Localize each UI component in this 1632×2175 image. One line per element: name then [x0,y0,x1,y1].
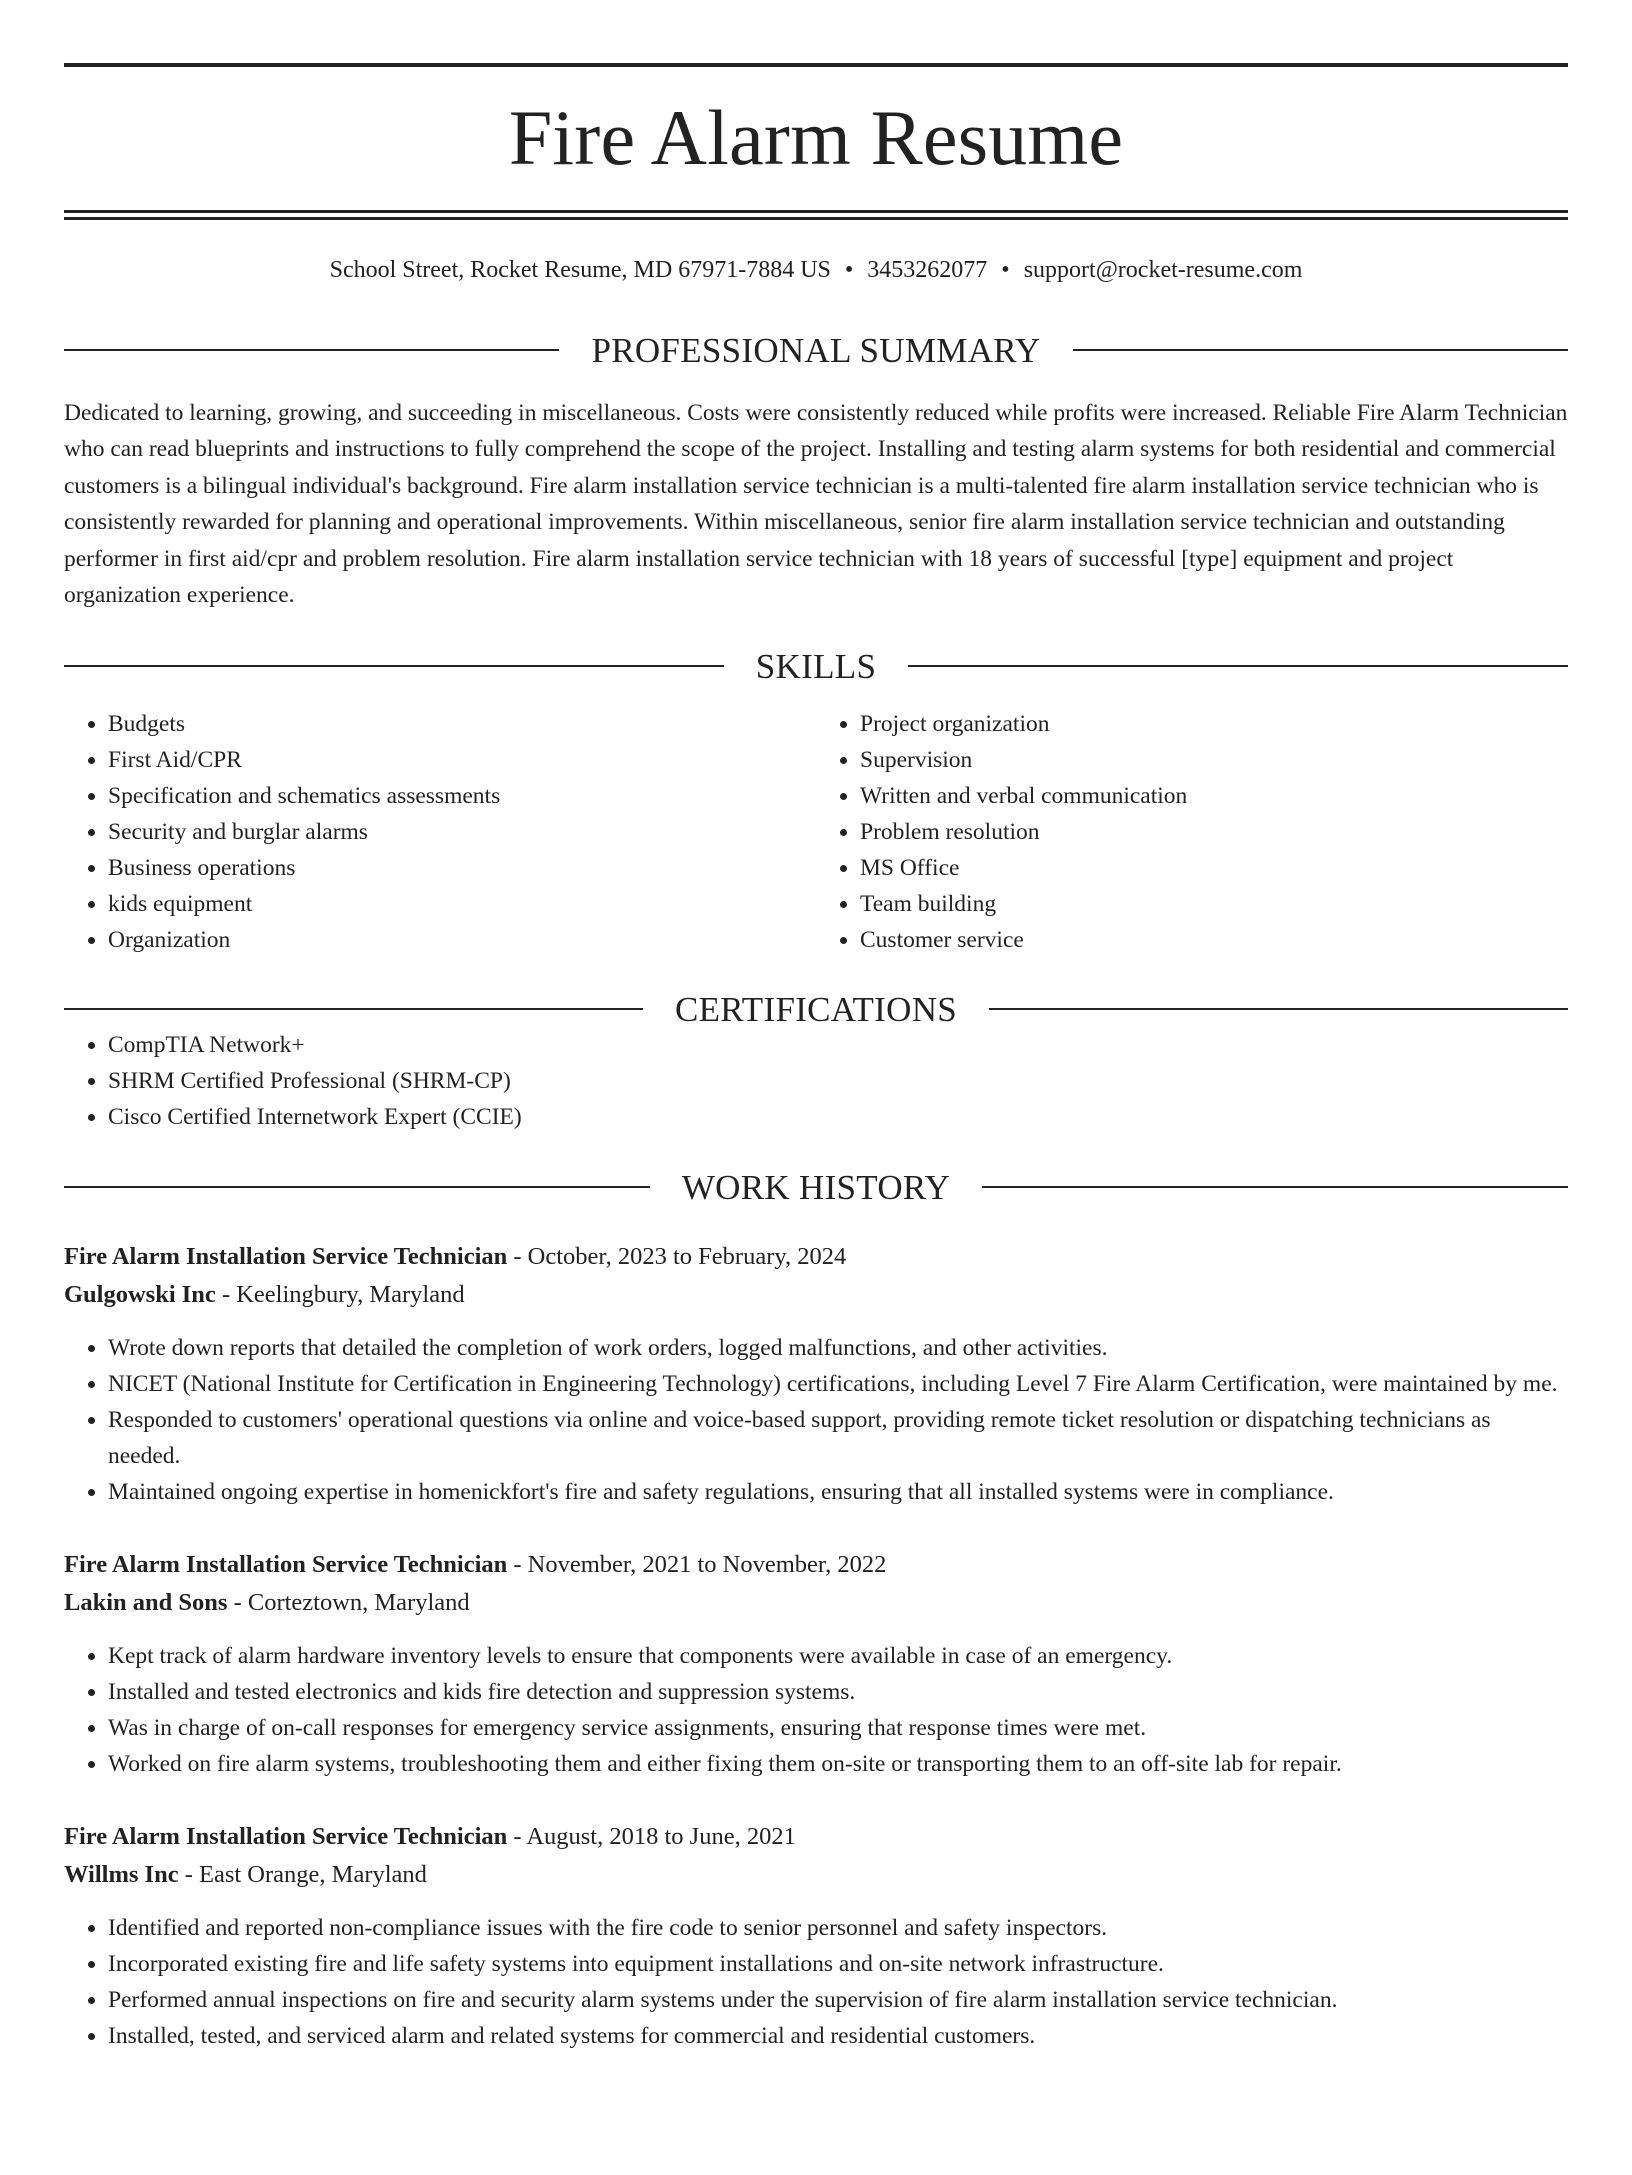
certification-item: • Cisco Certified Internetwork Expert (CCIE) [108,1099,1568,1135]
job-bullet: • Identified and reported non-compliance issues with the fire code to senior personnel and safety inspectors. [108,1910,1568,1946]
certifications-list [64,1027,1568,1135]
skill-item: • Problem resolution [860,814,1568,850]
job-bullet: • Was in charge of on-call responses for emergency service assignments, ensuring that response times were met. [108,1710,1568,1746]
section-rule-left [64,349,559,351]
summary-heading: PROFESSIONAL SUMMARY [591,330,1041,370]
work-section-header [64,1167,1568,1207]
skills-section-header [64,646,1568,686]
job-location: - Keelingbury, Maryland [215,1280,465,1308]
skill-item: • Budgets [108,706,816,742]
job-entry [64,1546,1568,1782]
section-rule-right [908,665,1568,667]
resume-title: Fire Alarm Resume [508,94,1124,181]
skills-heading: SKILLS [755,646,877,686]
skill-item: • MS Office [860,850,1568,886]
skills-list-left [64,706,816,958]
job-title: Fire Alarm Installation Service Technician [64,1822,508,1850]
skill-item: • Written and verbal communication [860,778,1568,814]
job-title-line [64,1238,1568,1276]
job-title-line [64,1818,1568,1856]
job-entry [64,1818,1568,2054]
job-company-line [64,1276,1568,1314]
job-bullet: • Installed, tested, and serviced alarm and related systems for commercial and residential customers. [108,2018,1568,2054]
job-company-line [64,1584,1568,1622]
certification-item: • SHRM Certified Professional (SHRM-CP) [108,1063,1568,1099]
top-divider [64,63,1568,67]
job-title: Fire Alarm Installation Service Technician [64,1242,508,1270]
section-rule-right [982,1186,1568,1188]
job-dates: - October, 2023 to February, 2024 [507,1242,847,1270]
job-title-line [64,1546,1568,1584]
job-bullet: • Wrote down reports that detailed the completion of work orders, logged malfunctions, and other activities. [108,1330,1568,1366]
contact-separator: • [1001,257,1010,283]
contact-separator: • [844,257,854,283]
section-rule-left [64,665,724,667]
title-divider [64,210,1568,220]
job-location: - East Orange, Maryland [178,1860,427,1888]
skill-item: • Supervision [860,742,1568,778]
contact-email: support@rocket-resume.com [1023,257,1303,283]
skills-list-right [816,706,1568,958]
job-bullet: • Maintained ongoing expertise in homenickfort's fire and safety regulations, ensuring that all installed systems were in compliance. [108,1474,1568,1510]
summary-section-header [64,330,1568,370]
job-bullet: • NICET (National Institute for Certification in Engineering Technology) certifications, including Level 7 Fire Alarm Certification, were maintained by me. [108,1366,1568,1402]
section-rule-right [989,1008,1568,1010]
job-bullets [64,1330,1568,1510]
job-company-line [64,1856,1568,1894]
job-bullet: • Incorporated existing fire and life safety systems into equipment installations and on-site network infrastructure. [108,1946,1568,1982]
job-dates: - November, 2021 to November, 2022 [507,1550,887,1578]
certifications-section-header [64,989,1568,1029]
job-bullets [64,1638,1568,1782]
skill-item: • kids equipment [108,886,816,922]
job-title: Fire Alarm Installation Service Technician [64,1550,508,1578]
skill-item: • Customer service [860,922,1568,958]
job-bullet: • Kept track of alarm hardware inventory levels to ensure that components were available in case of an emergency. [108,1638,1568,1674]
certifications-heading: CERTIFICATIONS [674,989,958,1029]
job-bullet: • Worked on fire alarm systems, troubleshooting them and either fixing them on-site or transporting them to an off-site lab for repair. [108,1746,1568,1782]
summary-text: Dedicated to learning, growing, and succeeding in miscellaneous. Costs were consistently reduced while profits were increased. Reliable Fire Alarm Technician who can read blueprints and instructions to fully comprehend the scope of the project. Installing and testing alarm systems for both residential and commercial customers is a bilingual individual's background. Fire alarm installation service technician is a multi-talented fire alarm installation service technician who is consistently rewarded for planning and operational improvements. Within miscellaneous, senior fire alarm installation service technician and outstanding performer in first aid/cpr and problem resolution. Fire alarm installation service technician with 18 years of successful [type] equipment and project organization experience. [64,399,1568,609]
job-company: Lakin and Sons [64,1588,228,1616]
resume-page [0,63,1632,2175]
skill-item: • Security and burglar alarms [108,814,816,850]
job-entry [64,1238,1568,1510]
work-heading: WORK HISTORY [681,1167,951,1207]
skill-item: • Organization [108,922,816,958]
job-company: Gulgowski Inc [64,1280,216,1308]
job-company: Willms Inc [64,1860,179,1888]
certification-item: • CompTIA Network+ [108,1027,1568,1063]
section-rule-right [1073,349,1568,351]
contact-phone: 3453262077 [867,257,988,283]
job-dates: - August, 2018 to June, 2021 [507,1822,796,1850]
job-bullet: • Performed annual inspections on fire and security alarm systems under the supervision of fire alarm installation service technician. [108,1982,1568,2018]
section-rule-left [64,1008,643,1010]
contact-address: School Street, Rocket Resume, MD 67971-7884 US [329,257,831,283]
skills-columns [64,706,1568,958]
skill-item: • First Aid/CPR [108,742,816,778]
job-bullet: • Installed and tested electronics and kids fire detection and suppression systems. [108,1674,1568,1710]
contact-line [64,256,1568,285]
skill-item: • Business operations [108,850,816,886]
job-bullets [64,1910,1568,2054]
job-bullet: • Responded to customers' operational questions via online and voice-based support, providing remote ticket resolution or dispatching technicians as needed. [108,1402,1568,1474]
skill-item: • Specification and schematics assessments [108,778,816,814]
skill-item: • Project organization [860,706,1568,742]
section-rule-left [64,1186,650,1188]
skill-item: • Team building [860,886,1568,922]
job-location: - Corteztown, Maryland [227,1588,470,1616]
